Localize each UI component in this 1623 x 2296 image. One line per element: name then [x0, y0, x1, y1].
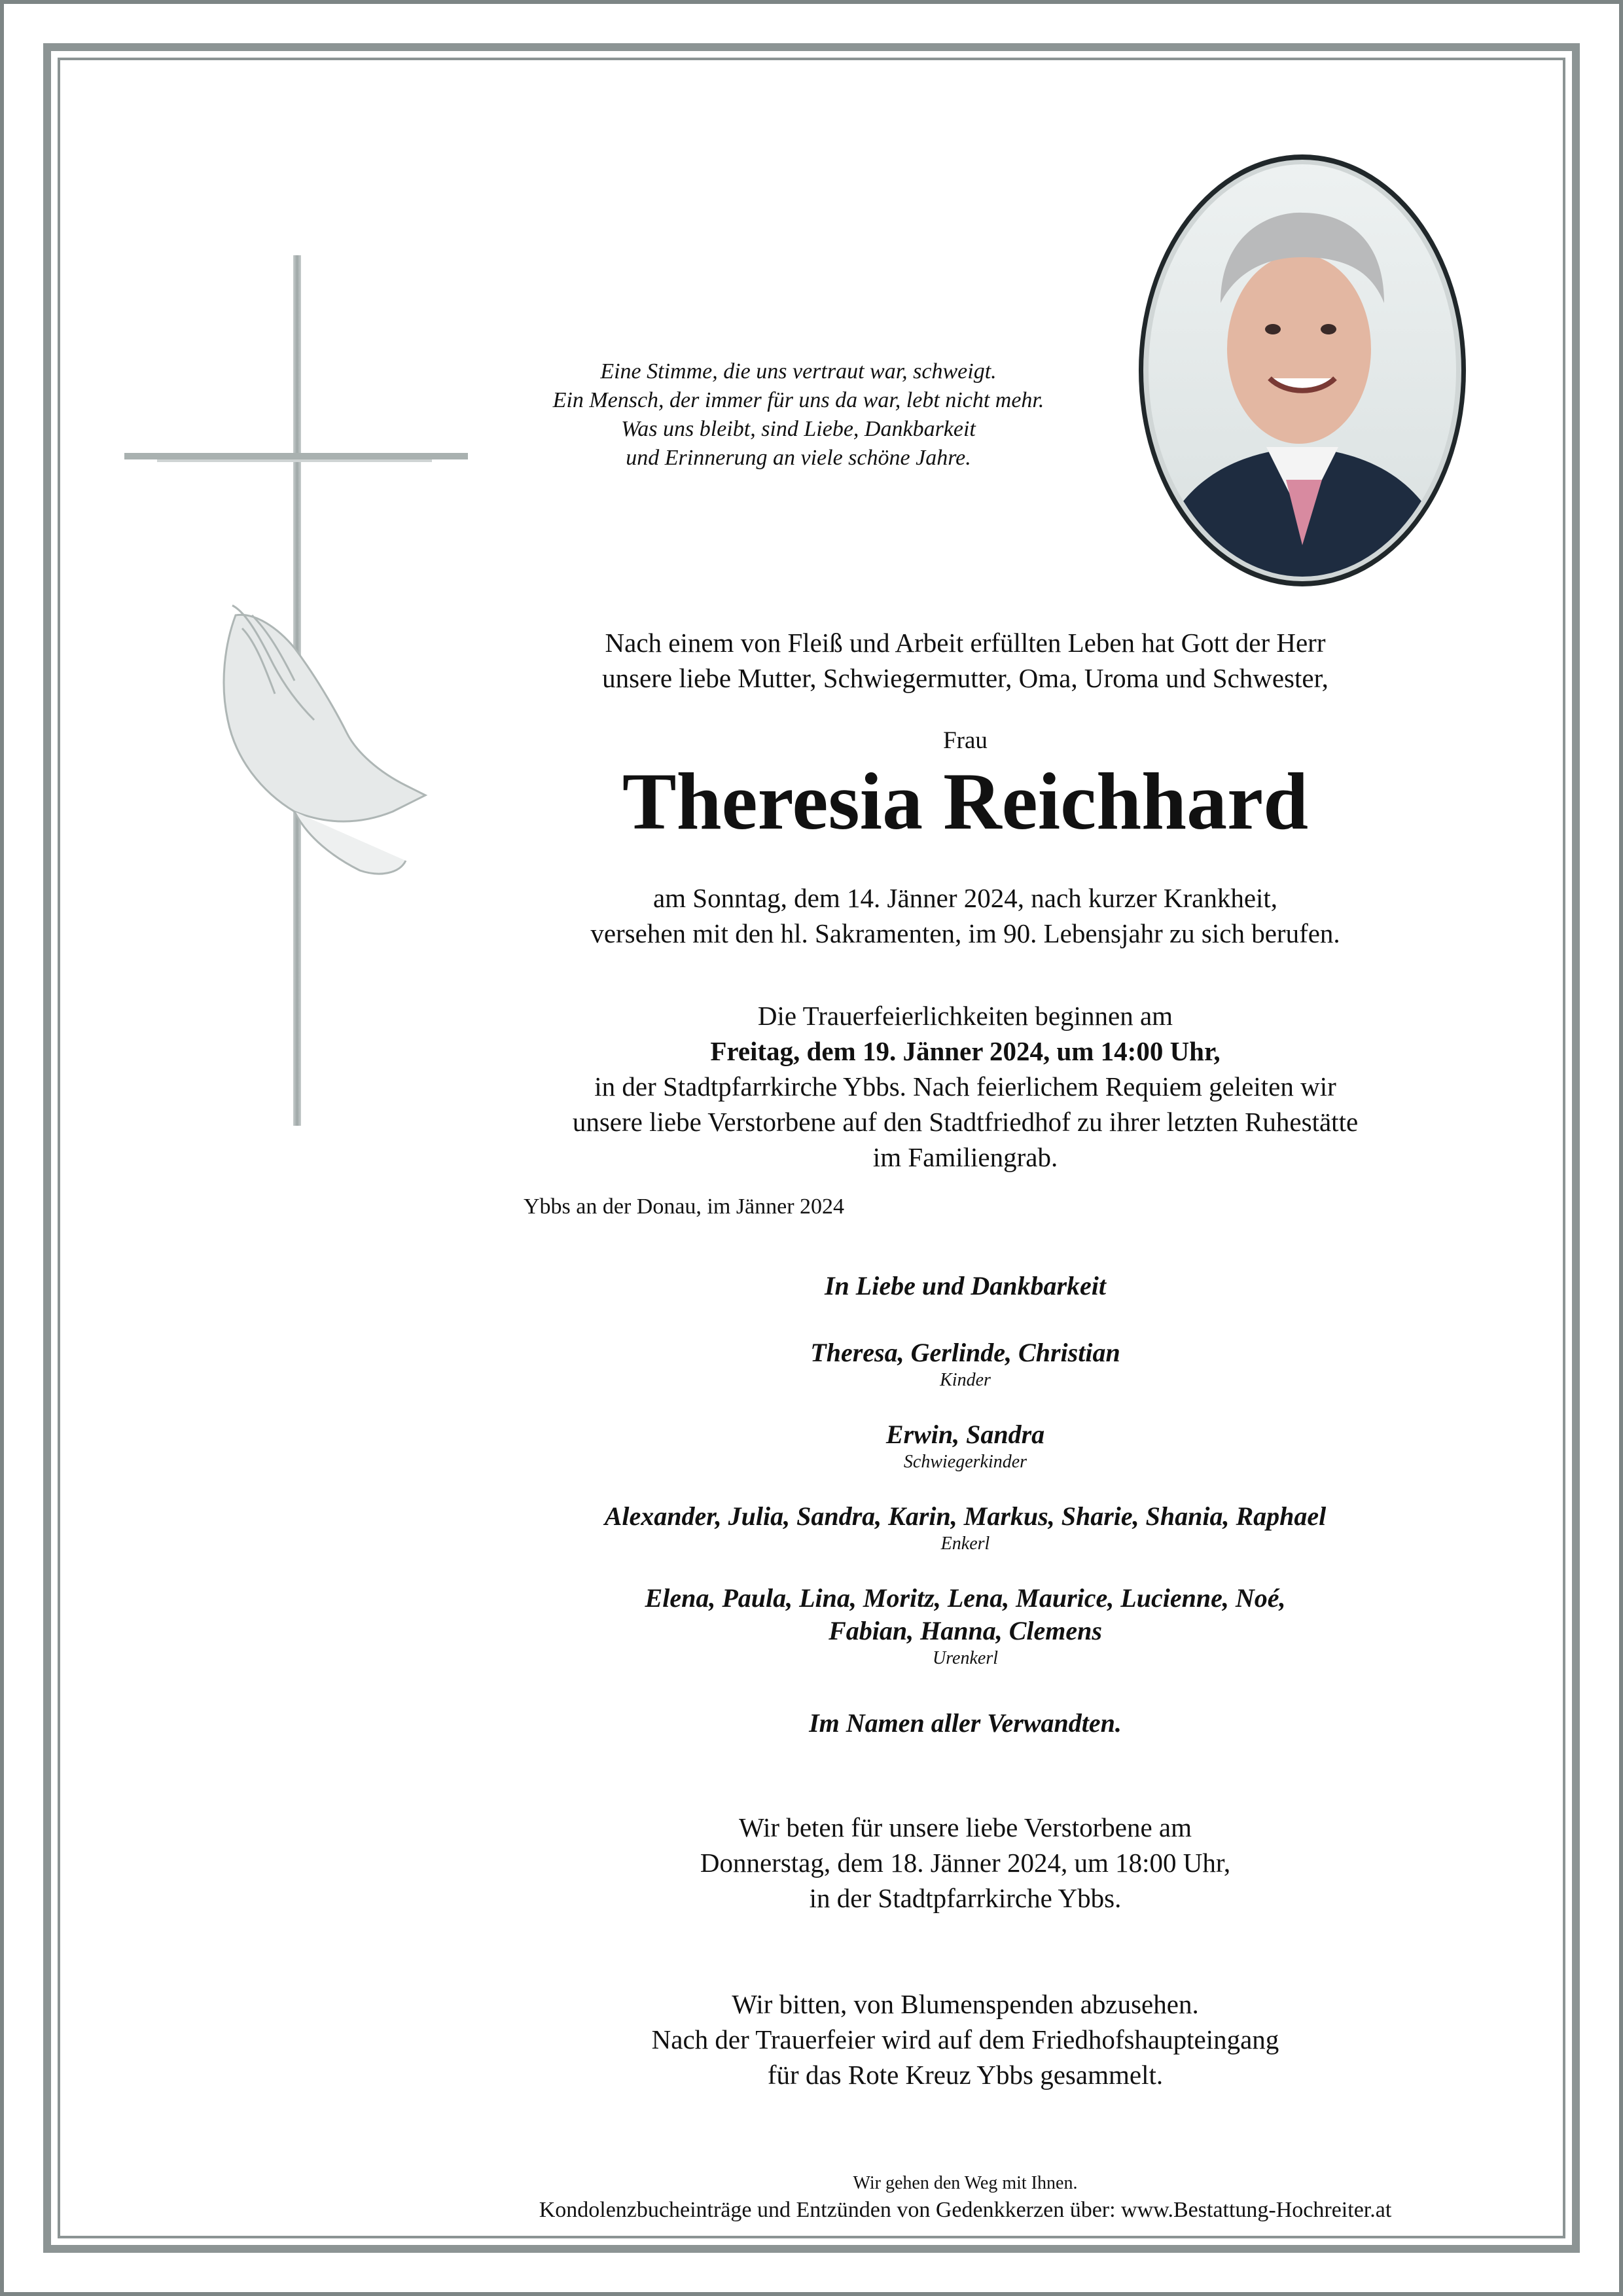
funeral-line: im Familiengrab.: [872, 1142, 1058, 1172]
funeral-info: [458, 998, 1472, 1175]
prayer-line: Wir beten für unsere liebe Verstorbene am: [738, 1812, 1192, 1842]
funeral-line: Die Trauerfeierlichkeiten beginnen am: [757, 1001, 1173, 1031]
intro-text: [458, 625, 1472, 696]
intro-line: unsere liebe Mutter, Schwiegermutter, Oma, Uroma und Schwester,: [602, 663, 1329, 693]
footer-slogan: Wir gehen den Weg mit Ihnen.: [853, 2173, 1078, 2193]
death-notice: [458, 880, 1472, 951]
grandchildren-names: Alexander, Julia, Sandra, Karin, Markus, Sharie, Shania, Raphael: [604, 1501, 1327, 1531]
funeral-line: unsere liebe Verstorbene auf den Stadtfriedhof zu ihrer letzten Ruhestätte: [572, 1107, 1359, 1137]
children-role: Kinder: [940, 1370, 991, 1390]
flowers-line: Wir bitten, von Blumenspenden abzusehen.: [732, 1989, 1199, 2019]
family-grandchildren: [497, 1500, 1433, 1555]
death-line: versehen mit den hl. Sakramenten, im 90. Lebensjahr zu sich berufen.: [590, 918, 1340, 948]
funeral-line: in der Stadtpfarrkirche Ybbs. Nach feierlichem Requiem geleiten wir: [594, 1071, 1336, 1102]
children-names: Theresa, Gerlinde, Christian: [810, 1338, 1120, 1367]
prayer-info: [458, 1810, 1472, 1916]
in-laws-role: Schwiegerkinder: [903, 1452, 1027, 1472]
place-date: Ybbs an der Donau, im Jänner 2024: [524, 1194, 845, 1219]
cross-with-praying-hands-icon: [98, 249, 491, 1198]
flowers-line: für das Rote Kreuz Ybbs gesammelt.: [767, 2060, 1164, 2090]
portrait-photo: [1135, 152, 1469, 589]
family-children: [497, 1336, 1433, 1391]
quote-line: Was uns bleibt, sind Liebe, Dankbarkeit: [621, 417, 976, 441]
intro-line: Nach einem von Fleiß und Arbeit erfüllten Leben hat Gott der Herr: [605, 628, 1326, 658]
footer-condolence: Kondolenzbucheinträge und Entzünden von Gedenkkerzen über: www.Bestattung-Hochreiter.at: [539, 2198, 1392, 2222]
prayer-line: Donnerstag, dem 18. Jänner 2024, um 18:00 Uhr,: [700, 1848, 1231, 1878]
memorial-quote: [510, 357, 1086, 473]
quote-line: Ein Mensch, der immer für uns da war, lebt nicht mehr.: [552, 388, 1044, 412]
deceased-name: Theresia Reichhard: [622, 757, 1309, 846]
great-grandchildren-names: Fabian, Hanna, Clemens: [829, 1616, 1102, 1645]
death-line: am Sonntag, dem 14. Jänner 2024, nach kurzer Krankheit,: [652, 883, 1278, 913]
funeral-date: Freitag, dem 19. Jänner 2024, um 14:00 Uhr,: [710, 1036, 1221, 1066]
quote-line: und Erinnerung an viele schöne Jahre.: [626, 446, 971, 470]
family-great-grandchildren: [497, 1582, 1433, 1670]
great-grandchildren-names: Elena, Paula, Lina, Moritz, Lena, Maurice, Lucienne, Noé,: [645, 1583, 1286, 1613]
family-closing: Im Namen aller Verwandten.: [809, 1708, 1122, 1738]
grandchildren-role: Enkerl: [940, 1534, 990, 1554]
flowers-notice: [458, 1986, 1472, 2092]
prayer-line: in der Stadtpfarrkirche Ybbs.: [809, 1883, 1122, 1913]
family-in-laws: [497, 1418, 1433, 1473]
family-heading: In Liebe und Dankbarkeit: [824, 1271, 1107, 1300]
salutation: Frau: [943, 727, 988, 754]
quote-line: Eine Stimme, die uns vertraut war, schweigt.: [600, 359, 997, 384]
flowers-line: Nach der Trauerfeier wird auf dem Friedhofshaupteingang: [651, 2024, 1279, 2054]
great-grandchildren-role: Urenkerl: [932, 1648, 999, 1668]
in-laws-names: Erwin, Sandra: [885, 1420, 1045, 1449]
